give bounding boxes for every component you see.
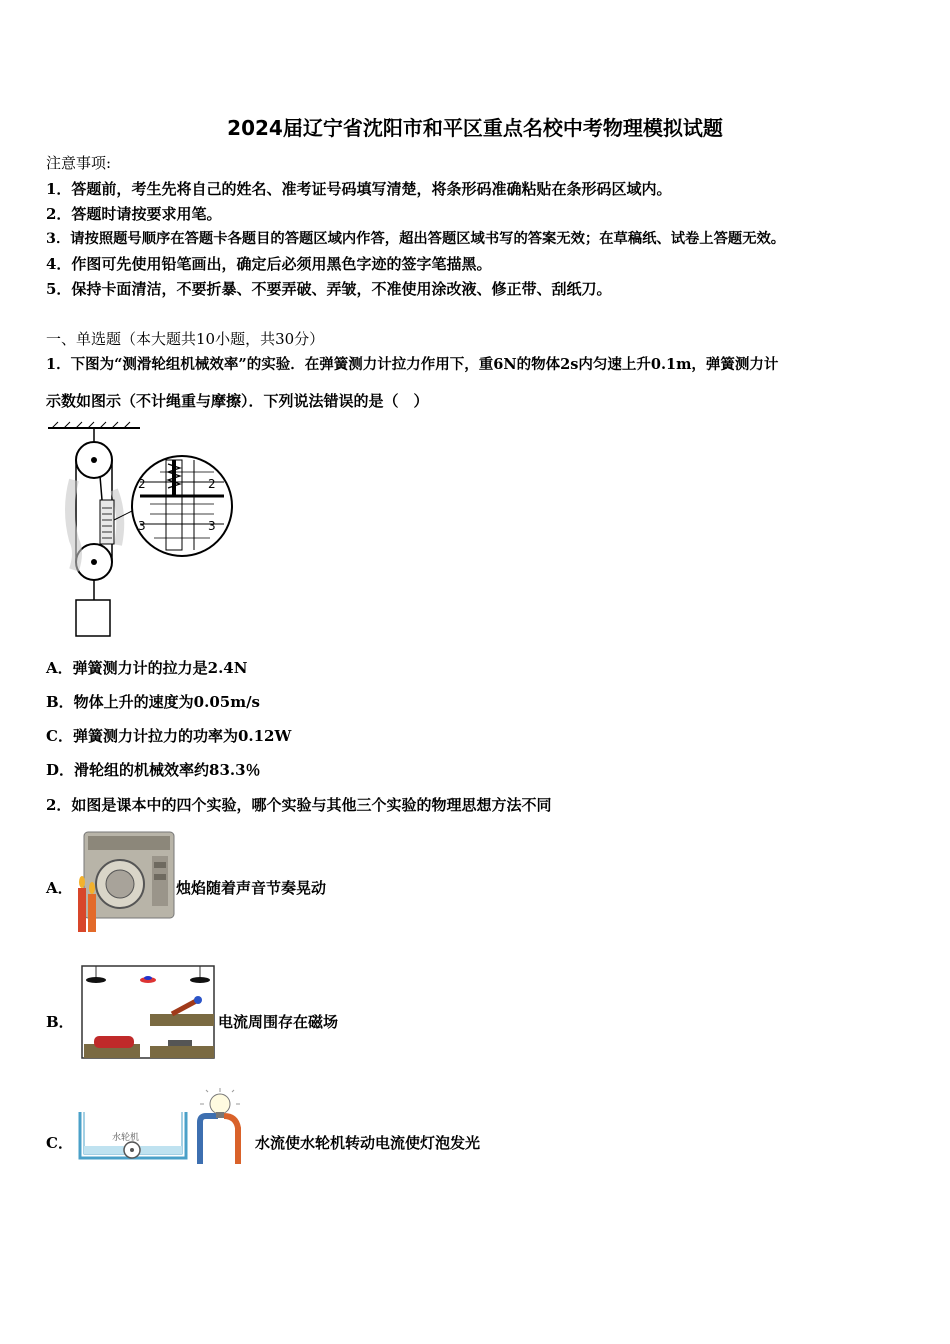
page-title: 2024届辽宁省沈阳市和平区重点名校中考物理模拟试题 bbox=[227, 116, 723, 140]
q1-option-d: D．滑轮组的机械效率约83.3％ bbox=[46, 761, 261, 779]
q2-option-b-text: 电流周围存在磁场 bbox=[218, 1013, 339, 1031]
notice-item-1: 1．答题前，考生先将自己的姓名、准考证号码填写清楚，将条形码准确粘贴在条形码区域内。 bbox=[46, 180, 672, 198]
scale-label-left-3: 3 bbox=[138, 519, 146, 533]
fixed-pulley bbox=[76, 442, 112, 478]
water-analogy-figure bbox=[74, 1088, 256, 1168]
q1-stem-line2: 示数如图示（不计绳重与摩擦）．下列说法错误的是（ ） bbox=[46, 392, 429, 410]
speaker-candle-figure bbox=[74, 826, 176, 936]
oersted-circuit-figure bbox=[76, 960, 218, 1066]
notice-item-3: 3．请按照题号顺序在答题卡各题目的答题区域内作答，超出答题区域书写的答案无效；在草稿纸、试卷上答题无效。 bbox=[46, 231, 786, 247]
water-turbine-label: 水轮机 bbox=[112, 1133, 140, 1143]
q2-option-b-letter: B． bbox=[46, 1013, 74, 1031]
q1-option-a: A．弹簧测力计的拉力是2.4N bbox=[46, 659, 248, 677]
notice-item-5: 5．保持卡面清洁，不要折暴、不要弄破、弄皱，不准使用涂改液、修正带、刮纸刀。 bbox=[46, 280, 612, 298]
scale-label-right-2: 2 bbox=[208, 477, 216, 491]
weight-block bbox=[76, 600, 110, 636]
scale-magnifier bbox=[132, 456, 232, 556]
lamp-circuit-diagram bbox=[200, 1088, 240, 1164]
notice-heading: 注意事项: bbox=[46, 154, 112, 172]
q1-option-c: C．弹簧测力计拉力的功率为0.12W bbox=[46, 727, 292, 745]
section-heading: 一、单选题（本大题共10小题，共30分） bbox=[46, 330, 325, 348]
spring-scale bbox=[100, 500, 114, 544]
q1-option-b: B．物体上升的速度为0.05m/s bbox=[46, 693, 261, 711]
notice-item-2: 2．答题时请按要求用笔。 bbox=[46, 205, 222, 223]
q2-stem: 2．如图是课本中的四个实验，哪个实验与其他三个实验的物理思想方法不同 bbox=[46, 796, 552, 814]
q1-stem-line1: 1．下图为“测滑轮组机械效率”的实验．在弹簧测力计拉力作用下，重6N的物体2s内匀速上升0.1m，弹簧测力计 bbox=[46, 356, 779, 373]
q2-option-c-text: 水流使水轮机转动电流使灯泡发光 bbox=[255, 1134, 481, 1152]
ceiling bbox=[48, 422, 140, 428]
scale-label-right-3: 3 bbox=[208, 519, 216, 533]
water-turbine-diagram bbox=[80, 1112, 186, 1158]
q2-option-a-letter: A． bbox=[46, 879, 73, 897]
scale-label-left-2: 2 bbox=[138, 477, 146, 491]
q2-option-a-text: 烛焰随着声音节奏晃动 bbox=[176, 879, 327, 897]
notice-item-4: 4．作图可先使用铅笔画出，确定后必须用黑色字迹的签字笔描黑。 bbox=[46, 255, 492, 273]
pulley-figure bbox=[44, 420, 240, 642]
q2-option-c-letter: C． bbox=[46, 1134, 73, 1152]
